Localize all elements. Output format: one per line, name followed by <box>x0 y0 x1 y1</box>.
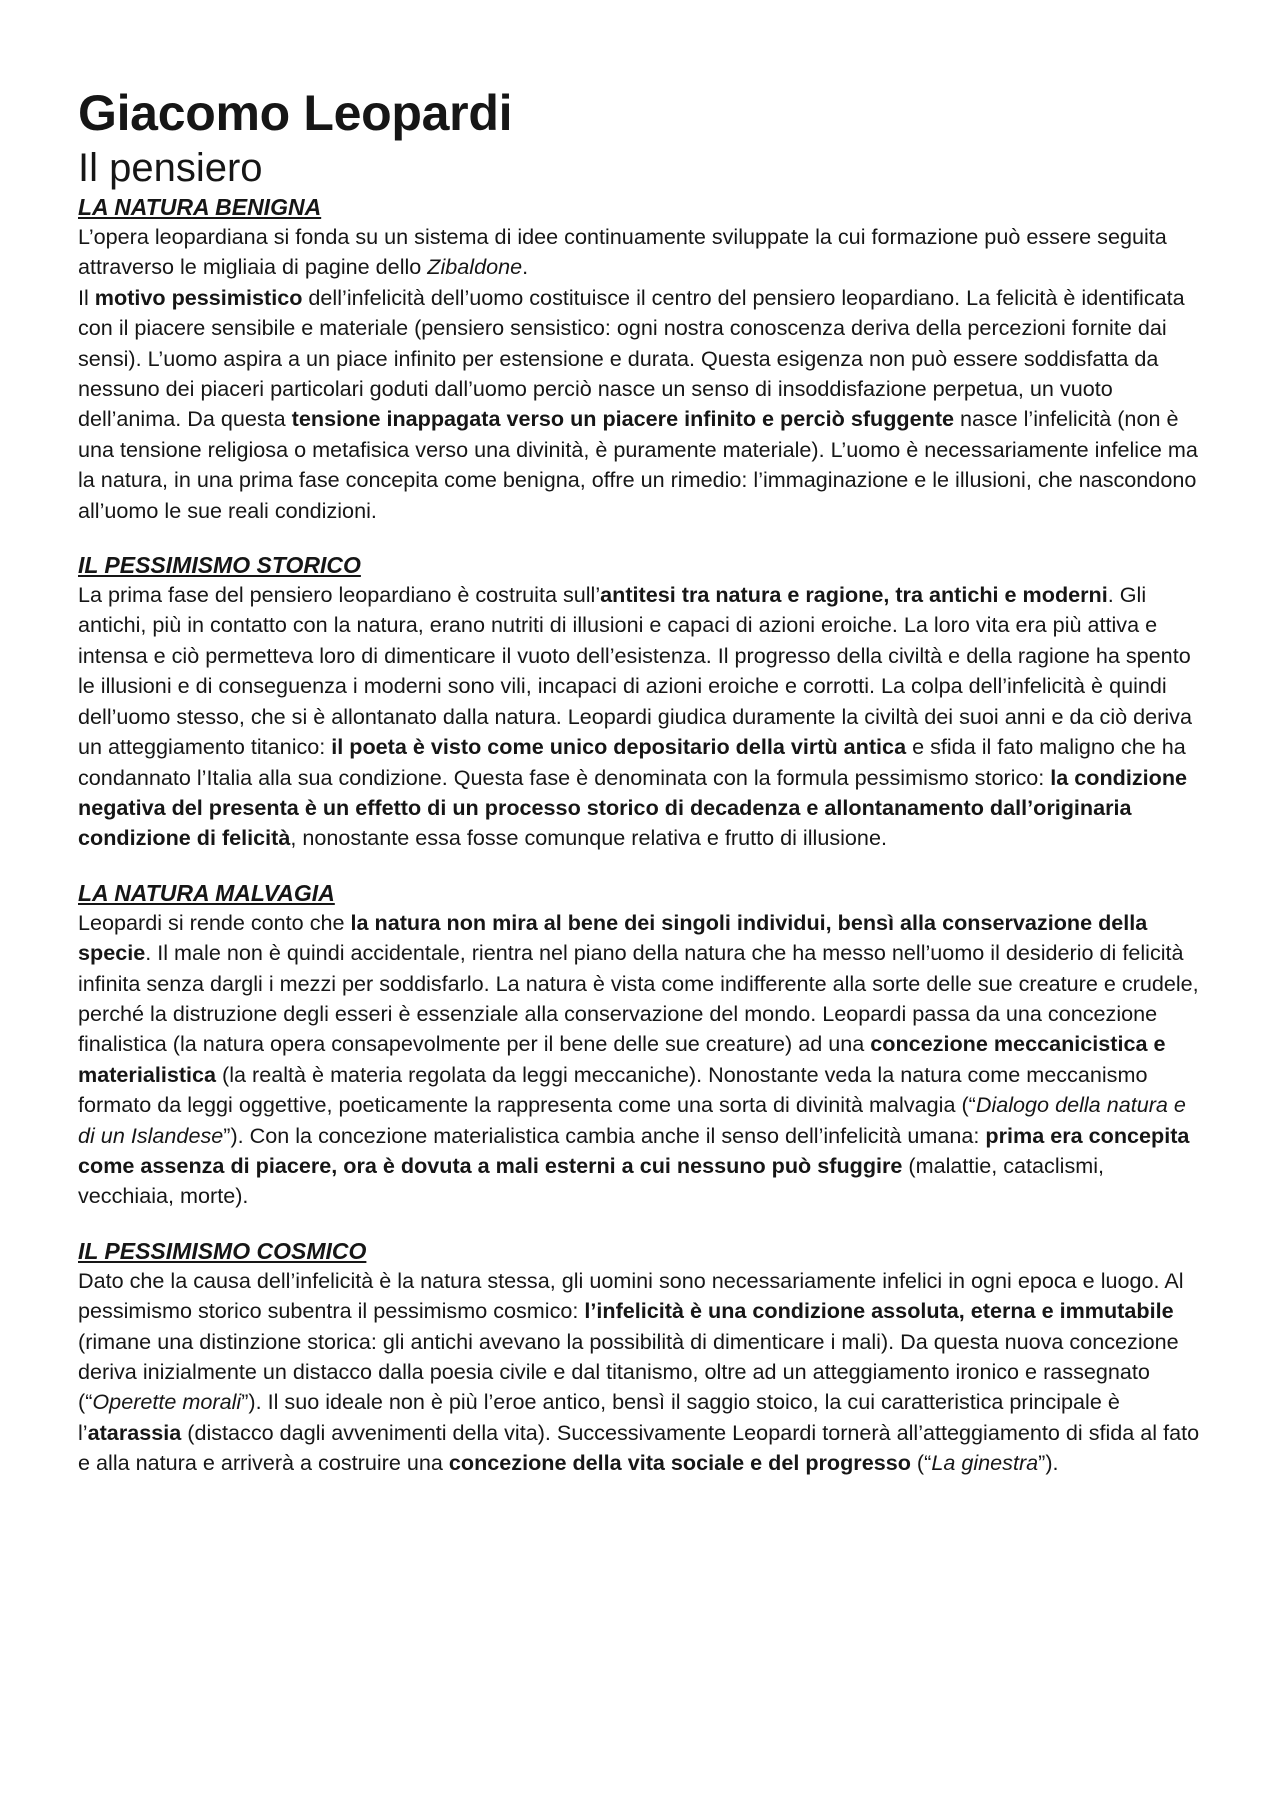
section-il-pessimismo-cosmico <box>78 1236 1202 1479</box>
text-run: ”). <box>1038 1450 1059 1476</box>
bold-text: motivo pessimistico <box>94 284 303 310</box>
paragraph <box>78 580 1202 854</box>
bold-text: la natura non mira al bene dei singoli individui, bensì alla conservazione della specie <box>78 909 1148 966</box>
text-run: e sfida il fato maligno che ha condannato l’Italia alla sua condizione. Questa fase è denominata con la formula pessimismo storico: <box>78 734 1186 790</box>
bold-text: antitesi tra natura e ragione, tra antichi e moderni <box>600 582 1108 608</box>
paragraph <box>78 908 1202 1212</box>
section-il-pessimismo-storico <box>78 550 1202 854</box>
text-run: (malattie, cataclismi, vecchiaia, morte). <box>78 1152 1105 1209</box>
section-heading: LA NATURA MALVAGIA <box>78 879 335 906</box>
text-run: La prima fase del pensiero leopardiano è costruita sull’ <box>78 582 601 608</box>
text-run: (“ <box>910 1450 932 1476</box>
page-subtitle: Il pensiero <box>78 146 263 190</box>
bold-text: la condizione negativa del presenta è un effetto di un processo storico di decadenza e allontanamento dall’originaria condizione di felicità <box>78 764 1188 851</box>
text-run: nasce l’infelicità (non è una tensione religiosa o metafisica verso una divinità, è puramente materiale). L’uomo è necessariamente infelice ma la natura, in una prima fase concepita come benigna, offre un rimedio: l’immaginazione e le illusioni, che nascondono all’uomo le sue reali condizioni. <box>78 406 1198 523</box>
bold-text: concezione della vita sociale e del progresso <box>448 1450 911 1476</box>
text-run: (rimane una distinzione storica: gli antichi avevano la possibilità di dimenticare i mali). Da questa nuova concezione deriva inizialmente un distacco dalla poesia civile e dal titanismo, oltre ad un atteggiamento ironico e rassegnato (“ <box>78 1328 1179 1415</box>
section-la-natura-malvagia <box>78 878 1202 1212</box>
section-heading: IL PESSIMISMO COSMICO <box>78 1237 367 1264</box>
text-run: Dato che la causa dell’infelicità è la natura stessa, gli uomini sono necessariamente infelici in ogni epoca e luogo. Al pessimismo storico subentra il pessimismo cosmico: <box>78 1267 1184 1324</box>
text-run: dell’infelicità dell’uomo costituisce il centro del pensiero leopardiano. La felicità è identificata con il piacere sensibile e materiale (pensiero sensistico: ogni nostra conoscenza deriva della percezioni fornite dai sensi). L’uomo aspira a un piace infinito per estensione e durata. Questa esigenza non può essere soddisfatta da nessuno dei piaceri particolari goduti dall’uomo perciò nasce un senso di insoddisfazione perpetua, un vuoto dell’anima. Da questa <box>78 284 1185 432</box>
sections-container <box>78 192 1202 1479</box>
text-run: . <box>522 254 529 280</box>
paragraph <box>78 1266 1202 1479</box>
bold-text: l’infelicità è una condizione assoluta, eterna e immutabile <box>584 1298 1174 1324</box>
text-run: (distacco dagli avvenimenti della vita). Successivamente Leopardi tornerà all’atteggiamento di sfida al fato e alla natura e arriverà a costruire una <box>78 1419 1200 1476</box>
italic-text: Dialogo della natura e di un Islandese <box>78 1092 1186 1148</box>
section-la-natura-benigna <box>78 192 1202 526</box>
text-run: L’opera leopardiana si fonda su un sistema di idee continuamente sviluppate la cui formazione può essere seguita attraverso le migliaia di pagine dello <box>78 224 1167 280</box>
italic-text: La ginestra <box>931 1450 1039 1476</box>
text-run: , nonostante essa fosse comunque relativa e frutto di illusione. <box>290 825 887 851</box>
text-run: . Gli antichi, più in contatto con la natura, erano nutriti di illusioni e capaci di azioni eroiche. La loro vita era più attiva e intensa e ciò permetteva loro di dimenticare il vuoto dell’esistenza. Il progresso della civiltà e della ragione ha spento le illusioni e di conseguenza i moderni sono vili, incapaci di azioni eroiche e corrotti. La colpa dell’infelicità è quindi dell’uomo stesso, che si è allontanato dalla natura. Leopardi giudica duramente la civiltà dei suoi anni e da ciò deriva un atteggiamento titanico: <box>78 582 1192 760</box>
text-run: . Il male non è quindi accidentale, rientra nel piano della natura che ha messo nell’uomo il desiderio di felicità infinita senza dargli i mezzi per soddisfarlo. La natura è vista come indifferente alla sorte delle sue creature e crudele, perché la distruzione degli esseri è essenziale alla conservazione del mondo. Leopardi passa da una concezione finalistica (la natura opera consapevolmente per il bene delle sue creature) ad una <box>78 940 1199 1057</box>
text-run: ”). Con la concezione materialistica cambia anche il senso dell’infelicità umana: <box>223 1122 986 1148</box>
bold-text: tensione inappagata verso un piacere infinito e perciò sfuggente <box>291 406 955 432</box>
bold-text: il poeta è visto come unico depositario della virtù antica <box>331 734 907 760</box>
bold-text: prima era concepita come assenza di piacere, ora è dovuta a mali esterni a cui nessuno può sfuggire <box>78 1122 1190 1178</box>
bold-text: concezione meccanicistica e materialistica <box>78 1031 1166 1087</box>
bold-text: atarassia <box>87 1419 182 1445</box>
paragraph <box>78 283 1202 526</box>
italic-text: Zibaldone <box>427 254 523 280</box>
text-run: Il <box>78 284 95 310</box>
section-heading: LA NATURA BENIGNA <box>78 194 322 220</box>
paragraph <box>78 222 1202 283</box>
section-heading: IL PESSIMISMO STORICO <box>78 552 361 579</box>
text-run: ”). Il suo ideale non è più l’eroe antico, bensì il saggio stoico, la cui caratteristica principale è l’ <box>78 1389 1120 1445</box>
text-run: (la realtà è materia regolata da leggi meccaniche). Nonostante veda la natura come meccanismo formato da leggi oggettive, poeticamente la rappresenta come una sorta di divinità malvagia (“ <box>78 1061 1148 1118</box>
page-title: Giacomo Leopardi <box>78 85 513 141</box>
italic-text: Operette morali <box>92 1389 242 1415</box>
text-run: Leopardi si rende conto che <box>78 909 351 935</box>
